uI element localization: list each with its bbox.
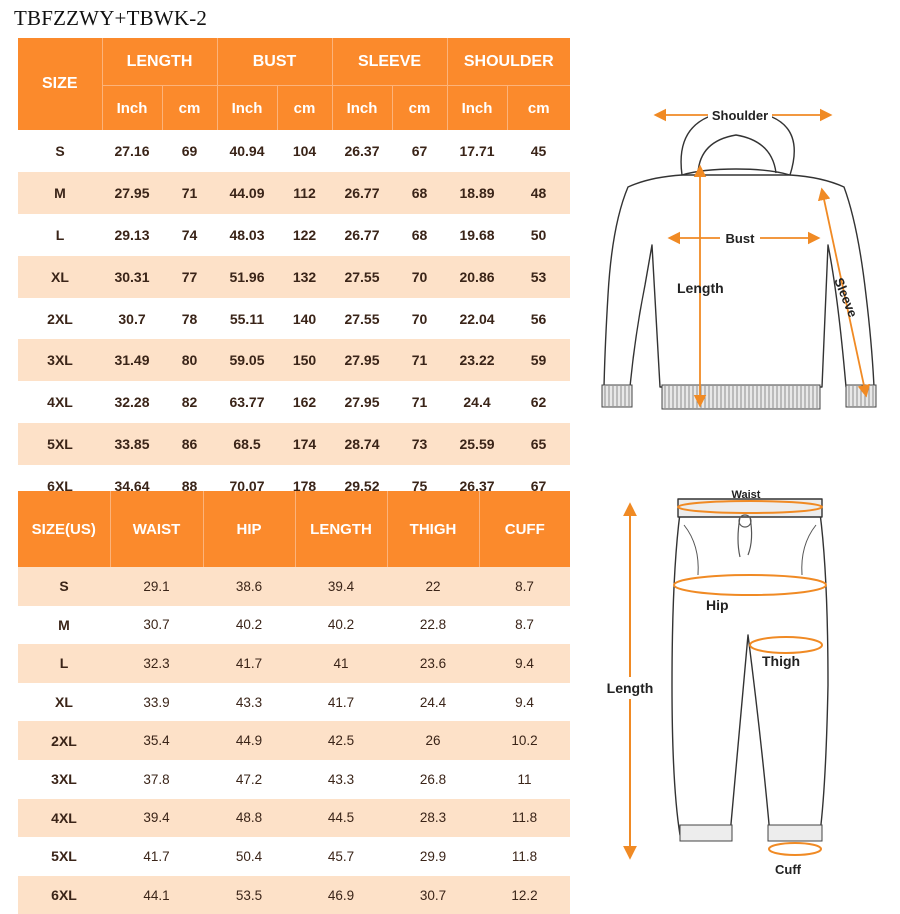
value-cell: 132 — [277, 256, 332, 298]
value-cell: 9.4 — [479, 644, 570, 683]
value-cell: 41.7 — [327, 694, 355, 710]
value-cell: 29.52 — [344, 478, 380, 495]
size-cell: 3XL — [51, 771, 77, 788]
value-cell: 150 — [277, 339, 332, 381]
value-cell: 70 — [392, 256, 447, 298]
size-cell: L — [18, 644, 110, 683]
table-row — [18, 683, 570, 722]
hoodie-ribbing — [602, 385, 876, 409]
value-cell: 122 — [292, 226, 317, 243]
waist-label: Waist — [731, 489, 761, 501]
value-cell: 22 — [387, 567, 479, 606]
value-cell: 34.64 — [114, 478, 150, 495]
shoulder-label: Shoulder — [711, 108, 769, 123]
value-cell: 78 — [181, 310, 198, 327]
value-cell: 11.8 — [479, 799, 570, 838]
value-cell: 44.9 — [203, 721, 295, 760]
value-cell: 32.3 — [110, 644, 203, 683]
value-cell: 29.9 — [419, 848, 447, 864]
value-cell: 53 — [507, 256, 570, 298]
size-cell: 4XL — [47, 394, 73, 411]
size-cell: M — [18, 172, 102, 214]
size-cell: S — [18, 567, 110, 606]
value-cell: 82 — [181, 394, 198, 411]
size-us-header: SIZE(US) — [18, 491, 110, 567]
hip-header: HIP — [203, 491, 295, 567]
group-header-shoulder: SHOULDER — [463, 52, 554, 70]
hoodie-outline-icon — [604, 111, 874, 387]
value-cell: 39.4 — [110, 799, 203, 838]
size-cell: S — [55, 142, 65, 159]
table-row — [18, 256, 570, 298]
value-cell: 74 — [181, 226, 198, 243]
value-cell: 26.8 — [419, 771, 447, 787]
value-cell: 27.95 — [102, 172, 162, 214]
value-cell: 48.03 — [229, 226, 265, 243]
value-cell: 71 — [411, 394, 428, 411]
unit-header: cm — [392, 86, 447, 131]
value-cell: 20.86 — [447, 256, 507, 298]
value-cell: 28.3 — [387, 799, 479, 838]
table-row — [18, 172, 570, 214]
size-cell: XL — [55, 694, 73, 711]
cuff-label: Cuff — [775, 862, 801, 877]
value-cell: 27.95 — [332, 339, 392, 381]
value-cell: 37.8 — [143, 771, 170, 787]
value-cell: 35.4 — [110, 721, 203, 760]
value-cell: 33.85 — [102, 423, 162, 465]
unit-header: Inch — [102, 86, 162, 131]
value-cell: 112 — [277, 172, 332, 214]
pants-diagram — [590, 485, 890, 885]
value-cell: 50.4 — [235, 848, 263, 864]
value-cell: 48 — [507, 172, 570, 214]
value-cell: 42.5 — [295, 721, 387, 760]
value-cell: 75 — [411, 478, 428, 495]
value-cell: 29.1 — [110, 567, 203, 606]
pants-cuffs — [680, 825, 822, 841]
value-cell: 41.7 — [143, 848, 170, 864]
value-cell: 30.7 — [118, 310, 146, 327]
value-cell: 40.94 — [229, 142, 265, 159]
value-cell: 22.8 — [419, 617, 447, 633]
unit-header: Inch — [217, 86, 277, 131]
value-cell: 29.13 — [114, 226, 150, 243]
value-cell: 41.7 — [203, 644, 295, 683]
length-header: LENGTH — [295, 491, 387, 567]
value-cell: 86 — [162, 423, 217, 465]
table-row — [18, 214, 570, 256]
bust-label: Bust — [725, 231, 755, 246]
value-cell: 19.68 — [459, 226, 495, 243]
cuff-ellipse — [769, 843, 821, 855]
value-cell: 48.8 — [203, 799, 295, 838]
value-cell: 70.07 — [229, 478, 265, 495]
table-row — [18, 381, 570, 423]
table-row — [18, 606, 570, 645]
table-row — [18, 760, 570, 799]
value-cell: 80 — [162, 339, 217, 381]
table-row — [18, 423, 570, 465]
value-cell: 140 — [292, 310, 317, 327]
table-row — [18, 567, 570, 606]
value-cell: 27.16 — [114, 142, 150, 159]
unit-header: Inch — [332, 86, 392, 131]
value-cell: 32.28 — [114, 394, 150, 411]
value-cell: 27.95 — [344, 394, 380, 411]
value-cell: 9.4 — [515, 694, 534, 710]
pants-length-label: Length — [606, 680, 654, 696]
value-cell: 30.31 — [102, 256, 162, 298]
value-cell: 77 — [162, 256, 217, 298]
value-cell: 55.11 — [229, 310, 265, 327]
value-cell: 44.5 — [295, 799, 387, 838]
table-row — [18, 721, 570, 760]
group-header-bust: BUST — [217, 38, 332, 86]
value-cell: 24.4 — [419, 694, 447, 710]
value-cell: 30.7 — [387, 876, 479, 914]
value-cell: 26.37 — [344, 142, 380, 159]
value-cell: 30.7 — [143, 617, 170, 633]
value-cell: 8.7 — [479, 567, 570, 606]
size-cell: XL — [18, 256, 102, 298]
unit-header: cm — [277, 86, 332, 131]
value-cell: 45 — [530, 142, 547, 159]
value-cell: 62 — [530, 394, 547, 411]
value-cell: 27.55 — [332, 256, 392, 298]
unit-header: Inch — [447, 86, 507, 131]
value-cell: 26.37 — [459, 478, 495, 495]
page-title: TBFZZWY+TBWK-2 — [14, 6, 208, 30]
value-cell: 43.3 — [327, 771, 355, 787]
value-cell: 31.49 — [102, 339, 162, 381]
value-cell: 24.4 — [463, 394, 491, 411]
value-cell: 178 — [292, 478, 317, 495]
value-cell: 65 — [507, 423, 570, 465]
value-cell: 68.5 — [217, 423, 277, 465]
size-cell: 6XL — [18, 876, 110, 914]
waist-header: WAIST — [110, 491, 203, 567]
value-cell: 39.4 — [295, 567, 387, 606]
size-header: SIZE — [18, 38, 102, 130]
value-cell: 162 — [292, 394, 317, 411]
value-cell: 71 — [162, 172, 217, 214]
value-cell: 27.55 — [344, 310, 380, 327]
value-cell: 59.05 — [217, 339, 277, 381]
value-cell: 28.74 — [332, 423, 392, 465]
size-cell: L — [55, 226, 65, 243]
group-header-sleeve: SLEEVE — [332, 38, 447, 86]
table-row — [18, 799, 570, 838]
table-row — [18, 130, 570, 172]
value-cell: 40.2 — [235, 617, 263, 633]
value-cell: 23.6 — [387, 644, 479, 683]
sleeve-label: Sleeve — [831, 275, 861, 320]
table-row — [18, 837, 570, 876]
value-cell: 104 — [292, 142, 317, 159]
unit-header: cm — [162, 86, 217, 131]
table-row — [18, 644, 570, 683]
value-cell: 51.96 — [217, 256, 277, 298]
value-cell: 68 — [392, 172, 447, 214]
size-cell: 3XL — [18, 339, 102, 381]
hip-label: Hip — [706, 597, 729, 613]
value-cell: 43.3 — [235, 694, 263, 710]
value-cell: 174 — [277, 423, 332, 465]
value-cell: 11.8 — [511, 848, 538, 864]
bottom-table-header-row — [18, 491, 570, 567]
value-cell: 45.7 — [327, 848, 355, 864]
table-row — [18, 876, 570, 914]
value-cell: 67 — [411, 142, 428, 159]
value-cell: 38.6 — [203, 567, 295, 606]
unit-header: cm — [507, 86, 570, 131]
thigh-label: Thigh — [762, 653, 801, 669]
size-cell: 5XL — [51, 848, 77, 865]
bottom-size-table — [18, 491, 570, 914]
size-cell: 4XL — [18, 799, 110, 838]
value-cell: 26 — [387, 721, 479, 760]
value-cell: 12.2 — [479, 876, 570, 914]
hoodie-length-label: Length — [677, 280, 724, 296]
value-cell: 11 — [517, 771, 532, 787]
value-cell: 8.7 — [515, 617, 534, 633]
top-table-header-row — [18, 38, 570, 86]
value-cell: 63.77 — [229, 394, 265, 411]
value-cell: 70 — [411, 310, 428, 327]
value-cell: 17.71 — [459, 142, 495, 159]
group-header-length: LENGTH — [102, 38, 217, 86]
value-cell: 69 — [181, 142, 198, 159]
value-cell: 22.04 — [459, 310, 495, 327]
value-cell: 41 — [295, 644, 387, 683]
cuff-header: CUFF — [504, 520, 545, 538]
value-cell: 88 — [181, 478, 198, 495]
value-cell: 26.77 — [332, 172, 392, 214]
value-cell: 46.9 — [295, 876, 387, 914]
value-cell: 47.2 — [235, 771, 263, 787]
value-cell: 56 — [530, 310, 547, 327]
value-cell: 67 — [530, 478, 547, 495]
value-cell: 26.77 — [344, 226, 380, 243]
value-cell: 18.89 — [447, 172, 507, 214]
table-row — [18, 298, 570, 340]
size-cell: 5XL — [18, 423, 102, 465]
value-cell: 59 — [507, 339, 570, 381]
value-cell: 10.2 — [479, 721, 570, 760]
size-cell: 2XL — [18, 721, 110, 760]
value-cell: 25.59 — [447, 423, 507, 465]
thigh-header: THIGH — [387, 491, 479, 567]
value-cell: 44.1 — [110, 876, 203, 914]
size-cell: 6XL — [47, 478, 73, 495]
value-cell: 50 — [530, 226, 547, 243]
size-cell: 2XL — [47, 310, 73, 327]
value-cell: 23.22 — [447, 339, 507, 381]
value-cell: 71 — [392, 339, 447, 381]
top-size-table — [18, 38, 570, 507]
value-cell: 73 — [392, 423, 447, 465]
value-cell: 53.5 — [203, 876, 295, 914]
table-row — [18, 339, 570, 381]
size-cell: M — [58, 616, 70, 633]
hoodie-diagram — [590, 95, 890, 425]
value-cell: 44.09 — [217, 172, 277, 214]
value-cell: 40.2 — [327, 617, 355, 633]
value-cell: 33.9 — [143, 694, 170, 710]
value-cell: 68 — [411, 226, 428, 243]
